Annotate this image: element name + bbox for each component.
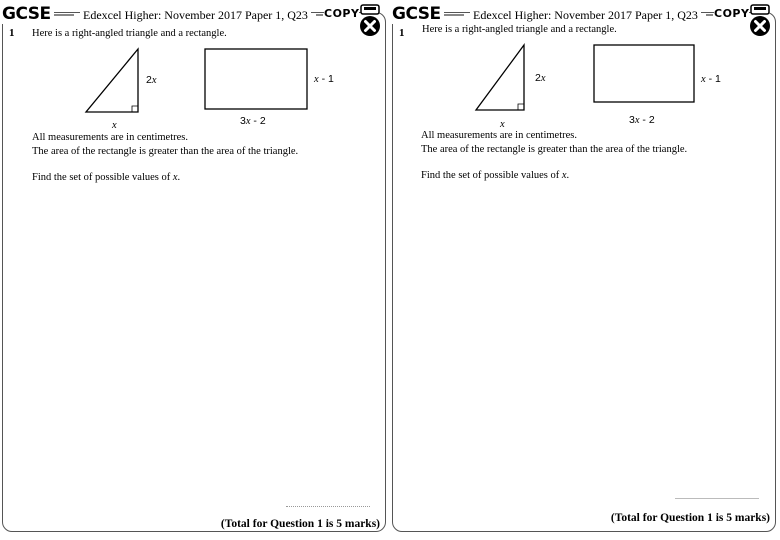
gcse-logo: GCSE xyxy=(2,4,54,24)
header-divider xyxy=(54,14,74,16)
paper-title: Edexcel Higher: November 2017 Paper 1, Q23 xyxy=(470,8,701,23)
worksheet-copy-2 xyxy=(392,4,778,532)
question-task: Find the set of possible values of x. xyxy=(32,172,181,183)
answer-line xyxy=(286,506,370,507)
copy-label: COPY xyxy=(714,7,750,20)
gcse-logo: GCSE xyxy=(392,4,444,24)
triangle-base-label: x xyxy=(112,120,117,131)
triangle-height-label: 2x xyxy=(535,72,546,84)
header-divider xyxy=(444,14,464,16)
total-marks: (Total for Question 1 is 5 marks) xyxy=(220,518,380,530)
worksheet-copy-1 xyxy=(2,4,388,532)
answer-line xyxy=(675,498,759,499)
rectangle-width-label: 3x - 2 xyxy=(629,114,655,126)
rectangle-width-label: 3x - 2 xyxy=(240,115,266,127)
question-intro: Here is a right-angled triangle and a rectangle. xyxy=(422,24,617,35)
copy-machine-icon xyxy=(748,4,772,38)
rectangle-shape xyxy=(205,49,307,109)
question-intro: Here is a right-angled triangle and a rectangle. xyxy=(32,28,227,39)
triangle-shape xyxy=(2,44,388,134)
triangle-shape xyxy=(392,42,778,132)
measurement-note: All measurements are in centimetres. xyxy=(421,130,577,141)
question-diagram xyxy=(2,44,388,134)
question-task: Find the set of possible values of x. xyxy=(421,170,570,181)
rectangle-height-label: x - 1 xyxy=(701,73,721,85)
rectangle-shape xyxy=(594,45,694,102)
copy-label: COPY xyxy=(324,7,360,20)
rectangle-height-label: x - 1 xyxy=(314,73,334,85)
total-marks: (Total for Question 1 is 5 marks) xyxy=(610,512,770,524)
header-divider xyxy=(316,14,323,16)
paper-title: Edexcel Higher: November 2017 Paper 1, Q23 xyxy=(80,8,311,23)
measurement-note: All measurements are in centimetres. xyxy=(32,132,188,143)
header-divider xyxy=(706,14,713,16)
area-condition: The area of the rectangle is greater than the area of the triangle. xyxy=(32,146,299,157)
question-diagram xyxy=(392,42,778,132)
copy-machine-icon xyxy=(358,4,382,38)
question-number: 1 xyxy=(399,27,405,39)
question-number: 1 xyxy=(9,27,15,39)
triangle-height-label: 2x xyxy=(146,74,157,86)
area-condition: The area of the rectangle is greater than the area of the triangle. xyxy=(421,144,688,155)
triangle-base-label: x xyxy=(500,119,505,130)
